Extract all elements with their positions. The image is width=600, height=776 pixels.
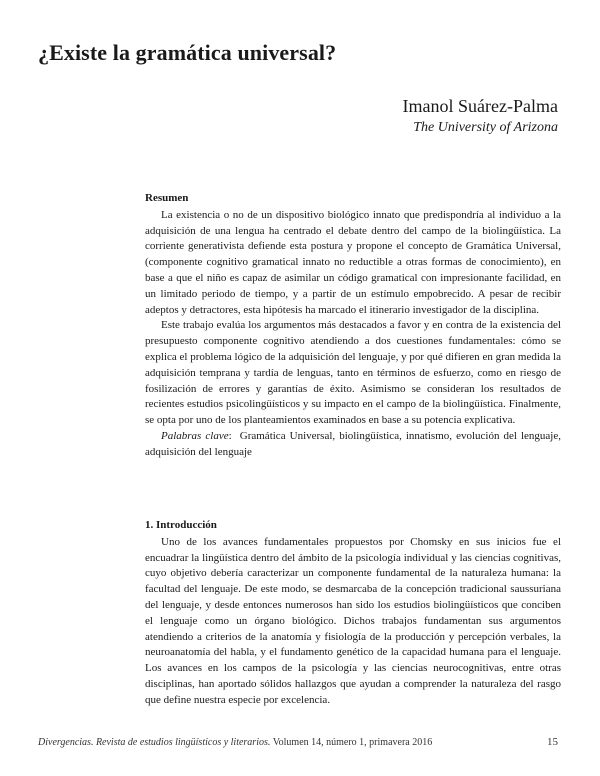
page-number: 15	[547, 736, 558, 748]
abstract-section	[145, 191, 561, 461]
keywords-paragraph: Palabras clave: Gramática Universal, biolingüística, innatismo, evolución del lenguaje, adquisición del lenguaje	[145, 429, 561, 458]
article-title: ¿Existe la gramática universal?	[38, 40, 337, 65]
journal-issue: Volumen 14, número 1, primavera 2016	[272, 737, 433, 748]
introduction-paragraph: Uno de los avances fundamentales propuestos por Chomsky en sus inicios fue el encuadrar la lingüística dentro del ámbito de la psicología individual y las ciencias cognitivas, cuyo objetivo debería caracterizar un componente fundamental de la naturaleza humana: la facultad del lenguaje. De este modo, se desmarcaba de la concepción tradicional saussuriana del lenguaje, y desde entonces numerosos han sido los estudios biolingüísticos que conciben el lenguaje como un órgano biológico. Dichos trabajos fundamentan sus argumentos atendiendo a criterios de la anatomía y fisiología de la producción y percepción verbales, la neuroanatomía del habla, y el fundamento genético de la capacidad humana para el lenguaje. Los avances en los campos de la psicología y las ciencias neurocognitivas, entre otras disciplinas, han aportado sólidos hallazgos que ayudan a comprender la naturaleza del rasgo que define nuestra especie por excelencia.	[145, 535, 561, 706]
introduction-section	[145, 518, 561, 709]
abstract-heading: Resumen	[145, 192, 189, 204]
abstract-paragraph: Este trabajo evalúa los argumentos más destacados a favor y en contra de la existencia del presupuesto componente cognitivo atendiendo a dos cuestiones fundamentales: cómo se explica el problema lógico de la adquisición del lenguaje, y por qué difieren en gran medida la adquisición temprana y tardía de lenguas, tanto en términos de esfuerzo, como en riesgo de fosilización de errores y garantías de éxito. Asimismo se consideran los resultados de recientes estudios psicolingüísticos y su impacto en el campo de la biolingüística. Finalmente, se opta por uno de los planteamientos examinados en base a su potencia explicativa.	[145, 319, 561, 427]
introduction-heading: 1. Introducción	[145, 519, 217, 531]
author-name: Imanol Suárez-Palma	[402, 96, 558, 116]
abstract-paragraph: La existencia o no de un dispositivo biológico innato que predispondría al individuo a la adquisición de una lengua ha centrado el debate dentro del campo de la biolingüística. La corriente generativista defiende esta postura y propone el concepto de Gramática Universal, (componente cognitivo gramatical innato no reductible a otras formas de conocimiento), en base a que el niño es capaz de asimilar un código gramatical con impresionante facilidad, en un limitado periodo de tiempo, y a partir de un estímulo empobrecido. A pesar de recibir adeptos y detractores, esta hipótesis ha marcado el itinerario investigador de la disciplina.	[145, 208, 561, 316]
journal-name: Divergencias. Revista de estudios lingüísticos y literarios.	[38, 737, 271, 748]
keywords-label: Palabras clave	[161, 429, 229, 442]
author-affiliation: The University of Arizona	[413, 120, 558, 135]
footer-citation	[38, 737, 432, 748]
keywords-list: Gramática Universal, biolingüística, innatismo, evolución del lenguaje, adquisición del lenguaje	[145, 429, 561, 458]
